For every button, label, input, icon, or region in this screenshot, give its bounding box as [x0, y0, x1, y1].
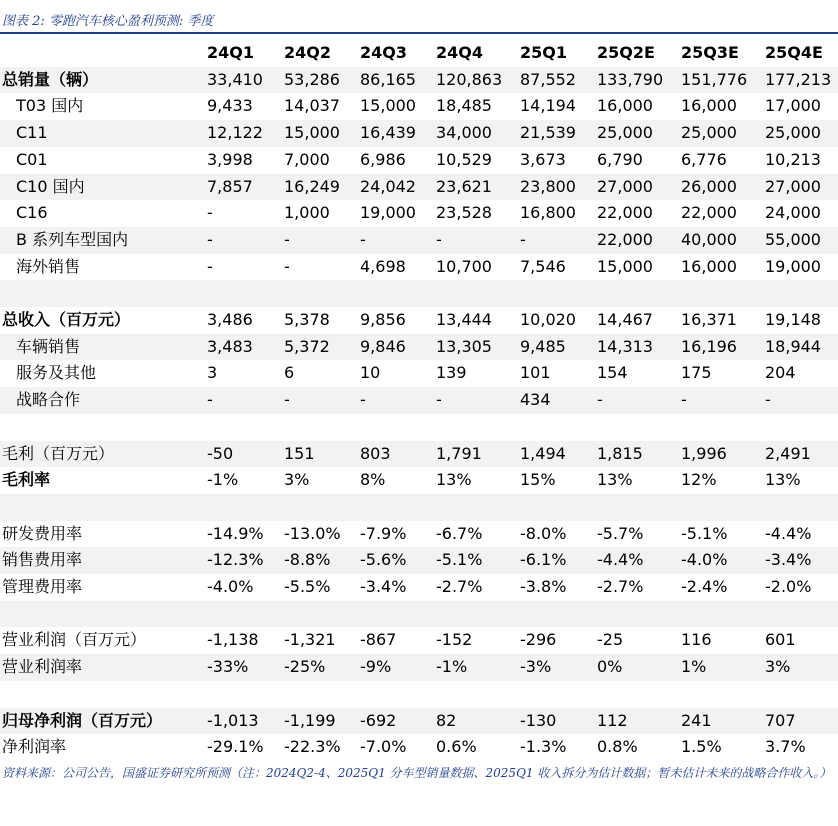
- row-label: 销售费用率: [0, 547, 207, 574]
- value-cell: -1%: [207, 470, 239, 490]
- column-header: 25Q2E: [597, 43, 655, 62]
- value-cell: [207, 280, 284, 307]
- table-row: [0, 280, 838, 307]
- value-cell: [520, 494, 597, 521]
- value-cell: [284, 414, 360, 441]
- value-cell: 112: [597, 708, 681, 735]
- value-cell: 19,148: [765, 310, 821, 330]
- header-label-cell: [0, 40, 207, 67]
- value-cell: [597, 414, 681, 441]
- value-cell: [436, 601, 520, 628]
- row-label: [0, 414, 207, 441]
- value-cell: -5.6%: [360, 547, 436, 574]
- value-cell: [360, 601, 436, 628]
- value-cell: 14,194: [520, 96, 576, 116]
- table-row: [0, 654, 838, 681]
- value-cell: 14,467: [597, 310, 653, 330]
- value-cell: -: [207, 256, 213, 276]
- value-cell: -1,321: [284, 630, 336, 650]
- value-cell: 601: [765, 630, 796, 650]
- value-cell: 707: [765, 708, 838, 735]
- value-cell: [765, 601, 838, 628]
- value-cell: -: [207, 227, 284, 254]
- value-cell: 6,986: [360, 149, 406, 169]
- column-header: 24Q4: [436, 43, 483, 62]
- value-cell: 9,856: [360, 310, 406, 330]
- value-cell: 16,800: [520, 203, 576, 223]
- table-row: [0, 334, 838, 361]
- value-cell: 24,000: [765, 203, 821, 223]
- value-cell: -1,199: [284, 708, 360, 735]
- figure-title: 图表 2: 零跑汽车核心盈利预测: 季度: [2, 14, 214, 29]
- row-label: 车辆销售: [0, 334, 207, 361]
- value-cell: 1.5%: [681, 737, 722, 757]
- value-cell: [360, 494, 436, 521]
- value-cell: -: [597, 387, 681, 414]
- value-cell: 15,000: [597, 256, 653, 276]
- value-cell: -8.0%: [520, 523, 567, 543]
- value-cell: -3.4%: [765, 547, 838, 574]
- value-cell: [681, 280, 765, 307]
- value-cell: -: [360, 387, 436, 414]
- row-label: B 系列车型国内: [0, 227, 207, 254]
- value-cell: 3%: [284, 470, 310, 490]
- value-cell: 3,483: [207, 334, 284, 361]
- column-header: 24Q2: [284, 43, 331, 62]
- row-label: C10 国内: [0, 174, 207, 201]
- value-cell: 13,444: [436, 310, 492, 330]
- value-cell: 16,000: [681, 256, 737, 276]
- value-cell: 10,529: [436, 149, 492, 169]
- value-cell: -152: [436, 630, 473, 650]
- value-cell: -: [520, 227, 597, 254]
- table-row: [0, 93, 838, 120]
- value-cell: -7.9%: [360, 523, 407, 543]
- column-header: 25Q3E: [681, 43, 739, 62]
- value-cell: 21,539: [520, 120, 597, 147]
- value-cell: 12,122: [207, 120, 284, 147]
- value-cell: 0.8%: [597, 737, 638, 757]
- row-label: C16: [16, 203, 48, 223]
- value-cell: -22.3%: [284, 737, 341, 757]
- value-cell: 2,491: [765, 441, 838, 468]
- row-label: 毛利率: [2, 470, 51, 490]
- value-cell: 6: [284, 363, 295, 383]
- value-cell: 3.7%: [765, 737, 806, 757]
- value-cell: 13,305: [436, 334, 520, 361]
- value-cell: -296: [520, 630, 557, 650]
- value-cell: -: [436, 387, 520, 414]
- value-cell: -6.1%: [520, 547, 597, 574]
- value-cell: 27,000: [765, 174, 838, 201]
- value-cell: 120,863: [436, 67, 520, 94]
- value-cell: [597, 601, 681, 628]
- row-label: 毛利（百万元）: [0, 441, 207, 468]
- value-cell: 4,698: [360, 256, 406, 276]
- value-cell: 18,944: [765, 334, 838, 361]
- value-cell: 154: [597, 363, 628, 383]
- value-cell: 10: [360, 363, 381, 383]
- table-row: [0, 627, 838, 654]
- value-cell: [765, 414, 838, 441]
- value-cell: -25: [597, 630, 624, 650]
- row-label: 研发费用率: [2, 523, 83, 543]
- value-cell: 5,378: [284, 310, 330, 330]
- row-label: 战略合作: [0, 387, 207, 414]
- value-cell: [765, 280, 838, 307]
- value-cell: -: [207, 203, 213, 223]
- table-row: [0, 360, 838, 387]
- value-cell: [207, 681, 284, 708]
- value-cell: [436, 494, 520, 521]
- value-cell: [765, 494, 838, 521]
- value-cell: -50: [207, 441, 284, 468]
- row-label: [0, 601, 207, 628]
- value-cell: 10,213: [765, 149, 821, 169]
- value-cell: 1,494: [520, 441, 597, 468]
- value-cell: 1,815: [597, 441, 681, 468]
- value-cell: 14,313: [597, 334, 681, 361]
- value-cell: 0%: [597, 654, 681, 681]
- value-cell: 19,000: [765, 256, 821, 276]
- value-cell: 3,673: [520, 149, 566, 169]
- value-cell: -: [207, 387, 284, 414]
- value-cell: 22,000: [597, 203, 653, 223]
- value-cell: 16,249: [284, 174, 360, 201]
- value-cell: -29.1%: [207, 737, 264, 757]
- table-row: [0, 681, 838, 708]
- column-header: 24Q1: [207, 43, 254, 62]
- value-cell: [284, 280, 360, 307]
- value-cell: 86,165: [360, 67, 436, 94]
- table-row: [0, 574, 838, 601]
- table-row: [0, 494, 838, 521]
- value-cell: 26,000: [681, 174, 765, 201]
- row-label: T03 国内: [16, 96, 84, 116]
- row-label: 总收入（百万元）: [2, 310, 131, 330]
- value-cell: 14,037: [284, 96, 340, 116]
- forecast-table: [0, 40, 838, 761]
- value-cell: 6,790: [597, 149, 643, 169]
- value-cell: 175: [681, 363, 712, 383]
- value-cell: -4.4%: [597, 547, 681, 574]
- value-cell: [436, 414, 520, 441]
- value-cell: 55,000: [765, 227, 838, 254]
- value-cell: -130: [520, 708, 597, 735]
- column-header: 25Q4E: [765, 43, 823, 62]
- row-label: [0, 280, 207, 307]
- value-cell: [597, 494, 681, 521]
- value-cell: 177,213: [765, 67, 838, 94]
- value-cell: [520, 280, 597, 307]
- table-row: [0, 734, 838, 761]
- value-cell: 241: [681, 708, 765, 735]
- value-cell: [520, 681, 597, 708]
- row-label: C11: [0, 120, 207, 147]
- value-cell: 204: [765, 363, 796, 383]
- value-cell: [436, 681, 520, 708]
- value-cell: -3.4%: [360, 577, 407, 597]
- value-cell: 24,042: [360, 174, 436, 201]
- table-row: [0, 227, 838, 254]
- value-cell: -: [284, 227, 360, 254]
- table-row: [0, 467, 838, 494]
- value-cell: -4.0%: [681, 547, 765, 574]
- row-label: 管理费用率: [2, 577, 83, 597]
- value-cell: 9,485: [520, 334, 597, 361]
- value-cell: -7.0%: [360, 737, 407, 757]
- value-cell: 23,621: [436, 174, 520, 201]
- table-row: [0, 601, 838, 628]
- row-label: 服务及其他: [16, 363, 97, 383]
- value-cell: 0.6%: [436, 737, 477, 757]
- value-cell: 5,372: [284, 334, 360, 361]
- row-label: [0, 494, 207, 521]
- value-cell: 133,790: [597, 67, 681, 94]
- value-cell: [284, 681, 360, 708]
- value-cell: 15,000: [360, 96, 416, 116]
- value-cell: -5.1%: [436, 547, 520, 574]
- value-cell: 12%: [681, 470, 717, 490]
- value-cell: -867: [360, 630, 397, 650]
- value-cell: 9,433: [207, 96, 253, 116]
- value-cell: 15%: [520, 470, 556, 490]
- value-cell: -4.4%: [765, 523, 812, 543]
- column-header: 24Q3: [360, 43, 407, 62]
- value-cell: 434: [520, 387, 597, 414]
- table-row: [0, 547, 838, 574]
- value-cell: 16,371: [681, 310, 737, 330]
- value-cell: -2.4%: [681, 577, 728, 597]
- value-cell: 18,485: [436, 96, 492, 116]
- value-cell: 13%: [436, 470, 472, 490]
- value-cell: 116: [681, 630, 712, 650]
- value-cell: -5.7%: [597, 523, 644, 543]
- value-cell: 17,000: [765, 96, 821, 116]
- value-cell: [360, 681, 436, 708]
- value-cell: 25,000: [681, 120, 765, 147]
- table-row: [0, 441, 838, 468]
- value-cell: -4.0%: [207, 577, 254, 597]
- value-cell: 6,776: [681, 149, 727, 169]
- value-cell: 23,528: [436, 203, 492, 223]
- row-label: 净利润率: [2, 737, 67, 757]
- value-cell: 3%: [765, 654, 838, 681]
- value-cell: -1,013: [207, 708, 284, 735]
- value-cell: [207, 414, 284, 441]
- value-cell: 13%: [597, 470, 633, 490]
- value-cell: -: [765, 387, 838, 414]
- row-label: 营业利润（百万元）: [2, 630, 147, 650]
- table-row: [0, 67, 838, 94]
- value-cell: -: [360, 227, 436, 254]
- column-header: 25Q1: [520, 43, 567, 62]
- value-cell: 10,700: [436, 256, 492, 276]
- value-cell: -6.7%: [436, 523, 483, 543]
- value-cell: [681, 494, 765, 521]
- value-cell: -14.9%: [207, 523, 264, 543]
- value-cell: [436, 280, 520, 307]
- value-cell: 1%: [681, 654, 765, 681]
- row-label: [0, 681, 207, 708]
- table-row: [0, 174, 838, 201]
- value-cell: 151: [284, 441, 360, 468]
- value-cell: 9,846: [360, 334, 436, 361]
- value-cell: 3,998: [207, 149, 253, 169]
- value-cell: 40,000: [681, 227, 765, 254]
- row-label: 归母净利润（百万元）: [0, 708, 207, 735]
- value-cell: -8.8%: [284, 547, 360, 574]
- value-cell: 22,000: [597, 227, 681, 254]
- value-cell: [284, 494, 360, 521]
- value-cell: -1.3%: [520, 737, 567, 757]
- title-divider: [0, 32, 838, 34]
- value-cell: 151,776: [681, 67, 765, 94]
- table-row: [0, 307, 838, 334]
- value-cell: 22,000: [681, 203, 737, 223]
- value-cell: -9%: [360, 654, 436, 681]
- value-cell: [207, 601, 284, 628]
- table-row: [0, 200, 838, 227]
- value-cell: 1,000: [284, 203, 330, 223]
- value-cell: 53,286: [284, 67, 360, 94]
- value-cell: 8%: [360, 470, 386, 490]
- value-cell: 1,996: [681, 441, 765, 468]
- source-footnote: 资料来源：公司公告，国盛证券研究所预测（注：2024Q2-4、2025Q1 分车型销量数据、2025Q1 收入拆分为估计数据；暂未估计未来的战略合作收入。）: [2, 766, 832, 780]
- value-cell: 23,800: [520, 174, 597, 201]
- value-cell: [360, 280, 436, 307]
- value-cell: 16,000: [597, 96, 653, 116]
- value-cell: 82: [436, 708, 520, 735]
- table-row: [0, 147, 838, 174]
- value-cell: 16,439: [360, 120, 436, 147]
- value-cell: 15,000: [284, 120, 360, 147]
- value-cell: 16,196: [681, 334, 765, 361]
- value-cell: -: [681, 387, 765, 414]
- value-cell: -2.7%: [436, 577, 483, 597]
- table-row: [0, 708, 838, 735]
- value-cell: 13%: [765, 470, 801, 490]
- value-cell: [207, 494, 284, 521]
- value-cell: 3,486: [207, 310, 253, 330]
- value-cell: 19,000: [360, 203, 416, 223]
- value-cell: [765, 681, 838, 708]
- value-cell: -1%: [436, 654, 520, 681]
- value-cell: [597, 280, 681, 307]
- value-cell: 139: [436, 363, 467, 383]
- value-cell: 33,410: [207, 67, 284, 94]
- value-cell: [681, 414, 765, 441]
- value-cell: -3.8%: [520, 577, 567, 597]
- value-cell: -: [284, 387, 360, 414]
- value-cell: 7,546: [520, 256, 566, 276]
- value-cell: 7,000: [284, 149, 330, 169]
- value-cell: 803: [360, 441, 436, 468]
- value-cell: 25,000: [597, 120, 681, 147]
- value-cell: -25%: [284, 654, 360, 681]
- value-cell: -13.0%: [284, 523, 341, 543]
- table-row: [0, 521, 838, 548]
- row-label: 营业利润率: [0, 654, 207, 681]
- value-cell: [520, 414, 597, 441]
- value-cell: 101: [520, 363, 551, 383]
- value-cell: 27,000: [597, 174, 681, 201]
- value-cell: -: [284, 256, 290, 276]
- value-cell: [284, 601, 360, 628]
- value-cell: 25,000: [765, 120, 838, 147]
- value-cell: 3: [207, 363, 218, 383]
- value-cell: -: [436, 227, 520, 254]
- value-cell: 7,857: [207, 174, 284, 201]
- value-cell: [597, 681, 681, 708]
- value-cell: [360, 414, 436, 441]
- value-cell: 16,000: [681, 96, 737, 116]
- table-row: [0, 387, 838, 414]
- table-header-row: [0, 40, 838, 67]
- value-cell: [681, 681, 765, 708]
- value-cell: -3%: [520, 654, 597, 681]
- table-row: [0, 414, 838, 441]
- table-row: [0, 120, 838, 147]
- value-cell: -33%: [207, 654, 284, 681]
- value-cell: 10,020: [520, 310, 576, 330]
- row-label: 海外销售: [16, 256, 81, 276]
- value-cell: -2.7%: [597, 577, 644, 597]
- value-cell: -1,138: [207, 630, 259, 650]
- value-cell: 87,552: [520, 67, 597, 94]
- value-cell: -692: [360, 708, 436, 735]
- row-label: 总销量（辆）: [0, 67, 207, 94]
- value-cell: -5.5%: [284, 577, 331, 597]
- value-cell: 34,000: [436, 120, 520, 147]
- value-cell: [681, 601, 765, 628]
- row-label: C01: [16, 149, 48, 169]
- value-cell: -2.0%: [765, 577, 812, 597]
- table-row: [0, 254, 838, 281]
- value-cell: -12.3%: [207, 547, 284, 574]
- value-cell: 1,791: [436, 441, 520, 468]
- value-cell: [520, 601, 597, 628]
- value-cell: -5.1%: [681, 523, 728, 543]
